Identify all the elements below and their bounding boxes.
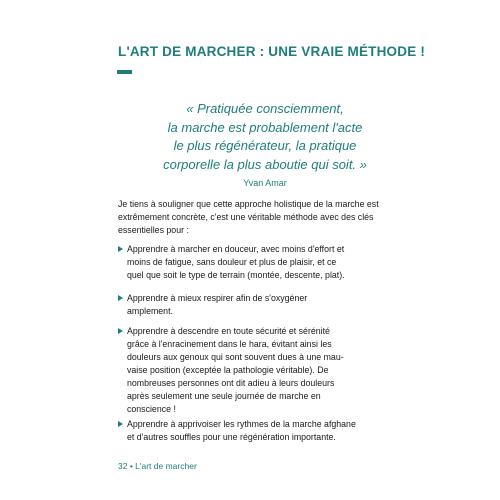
list-item-line: moins de fatigue, sans douleur et plus de plaisir, et ce [127,257,337,267]
list-item-line: amplement. [127,306,173,316]
list-item-line: après seulement une seule journée de marche en [127,391,321,401]
triangle-bullet-icon [118,295,123,301]
intro-line: essentielles pour : [118,225,189,235]
quote-line: le plus régénérateur, la pratique [173,138,357,153]
list-item-line: nombreuses personnes ont dit adieu à leurs douleurs [127,378,335,388]
list-item-line: Apprendre à mieux respirer afin de s'oxygéner [127,293,308,303]
intro-line: Je tiens à souligner que cette approche holistique de la marche est [118,199,379,209]
list-item-line: conscience ! [127,404,176,414]
quote-author: Yvan Amar [243,178,287,188]
title-underline [117,70,132,74]
intro-line: extrêmement concrète, c'est une véritable méthode avec des clés [118,212,374,222]
list-item-line: quel que soit le type de terrain (montée, descente, plat). [127,270,345,280]
list-item-line: Apprendre à apprivoiser les rythmes de la marche afghane [127,419,356,429]
page-footer: 32 • L'art de marcher [118,461,197,471]
list-item-line: et d'autres souffles pour une régénération importante. [127,432,336,442]
list-item-line: grâce à l'enracinement dans le hara, évitant ainsi les [127,339,332,349]
quote-line: corporelle la plus aboutie qui soit. » [163,156,367,172]
epigraph-quote [150,100,380,174]
list-item-line: douleurs aux genoux qui sont souvent dues à une mau- [127,352,344,362]
triangle-bullet-icon [118,421,123,427]
quote-line: « Pratiquée consciemment, [186,101,344,116]
list-item-line: vaise position (exceptée la pathologie véritable). De [127,365,329,375]
quote-line: la marche est probablement l'acte [167,119,363,135]
list-item-line: Apprendre à descendre en toute sécurité et sérénité [127,326,330,336]
triangle-bullet-icon [118,246,123,252]
list-item-line: Apprendre à marcher en douceur, avec moins d'effort et [127,244,345,254]
triangle-bullet-icon [118,328,123,334]
chapter-title: L'ART DE MARCHER : UNE VRAIE MÉTHODE ! [118,44,426,59]
intro-paragraph [118,198,380,237]
